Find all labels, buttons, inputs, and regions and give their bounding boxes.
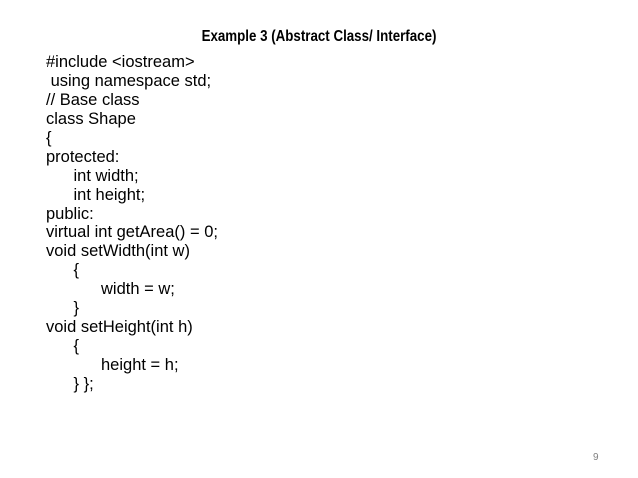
code-line-comment: // Base class	[46, 90, 140, 109]
code-line-setwidth-body: width = w;	[46, 280, 175, 299]
code-line-setwidth-signature: void setWidth(int w)	[46, 242, 190, 261]
code-line-setheight-body: height = h;	[46, 356, 179, 374]
code-line-class-declaration: class Shape	[46, 109, 136, 128]
code-line-using-namespace: using namespace std;	[46, 71, 212, 90]
code-line-include: #include <iostream>	[46, 53, 195, 71]
slide-title: Example 3 (Abstract Class/ Interface)	[201, 28, 437, 45]
code-line-class-close: } };	[46, 374, 94, 393]
code-line-height-member: int height;	[46, 185, 146, 204]
code-line-setheight-open: {	[46, 337, 80, 356]
code-line-width-member: int width;	[46, 166, 139, 185]
code-block	[46, 53, 218, 394]
code-line-setheight-signature: void setHeight(int h)	[46, 318, 193, 337]
page-number: 9	[593, 452, 599, 463]
code-line-protected: protected:	[46, 147, 120, 166]
code-line-setwidth-close: }	[46, 299, 80, 318]
code-line-public: public:	[46, 204, 94, 223]
code-line-setwidth-open: {	[46, 261, 80, 280]
code-line-open-brace: {	[46, 128, 52, 147]
code-line-virtual-getarea: virtual int getArea() = 0;	[46, 223, 218, 242]
